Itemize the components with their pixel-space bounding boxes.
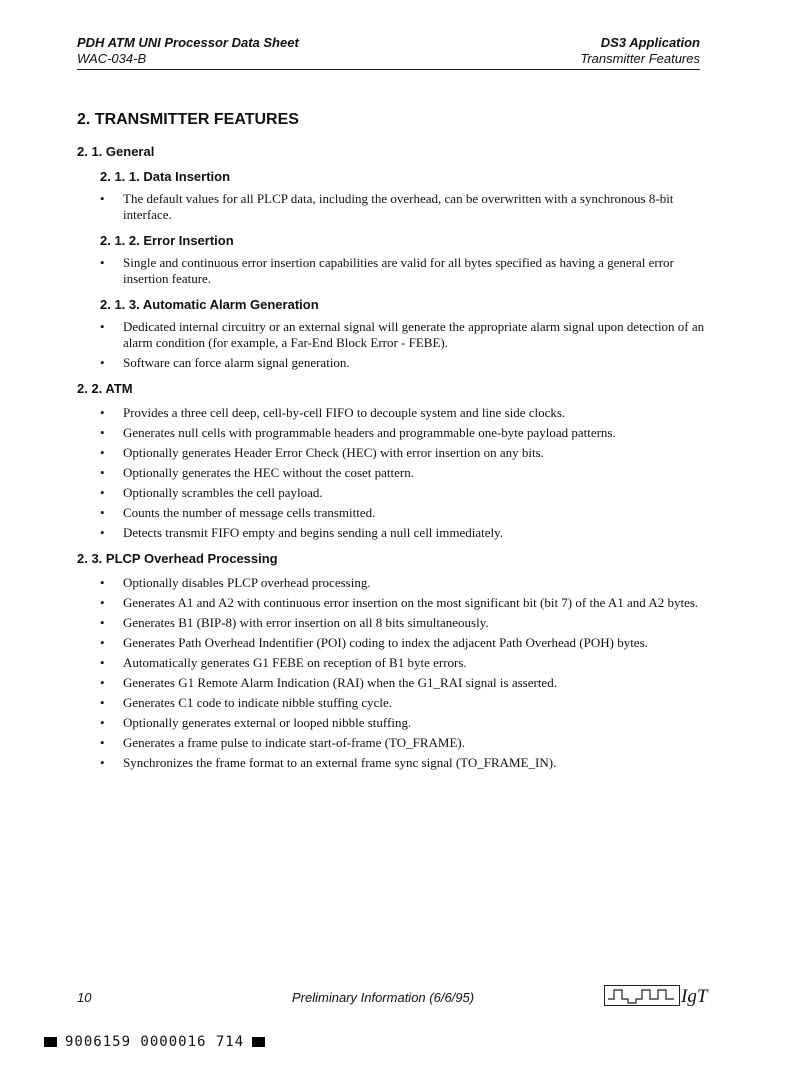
header-right bbox=[580, 35, 700, 67]
document-title: PDH ATM UNI Processor Data Sheet bbox=[77, 35, 299, 50]
bullet-icon: • bbox=[100, 255, 105, 270]
document-id: WAC-034-B bbox=[77, 51, 147, 66]
bullet-icon: • bbox=[100, 485, 105, 500]
error-insertion-list bbox=[100, 255, 707, 287]
bullet-icon: • bbox=[100, 445, 105, 460]
bullet-icon: • bbox=[100, 715, 105, 730]
barcode-block-left bbox=[44, 1037, 57, 1047]
list-item bbox=[100, 735, 707, 751]
list-item-text: Generates G1 Remote Alarm Indication (RAI) when the G1_RAI signal is asserted. bbox=[123, 675, 557, 690]
bullet-icon: • bbox=[100, 525, 105, 540]
list-item bbox=[100, 615, 707, 631]
bullet-icon: • bbox=[100, 575, 105, 590]
alarm-generation-list bbox=[100, 319, 707, 371]
header-divider bbox=[77, 69, 700, 70]
bullet-icon: • bbox=[100, 695, 105, 710]
list-item bbox=[100, 465, 707, 481]
header-left bbox=[77, 35, 299, 67]
data-insertion-title: 2. 1. 1. Data Insertion bbox=[100, 169, 231, 184]
list-item bbox=[100, 525, 707, 541]
list-item-text: Generates null cells with programmable headers and programmable one-byte payload patterns. bbox=[123, 425, 616, 440]
error-insertion-title: 2. 1. 2. Error Insertion bbox=[100, 233, 234, 248]
list-item bbox=[100, 595, 707, 611]
bullet-icon: • bbox=[100, 319, 105, 334]
list-item bbox=[100, 505, 707, 521]
plcp-list bbox=[100, 575, 707, 771]
subsection-general-title: 2. 1. General bbox=[77, 144, 155, 159]
alarm-generation-title: 2. 1. 3. Automatic Alarm Generation bbox=[100, 297, 319, 312]
bullet-icon: • bbox=[100, 505, 105, 520]
list-item-text: Optionally generates the HEC without the coset pattern. bbox=[123, 465, 414, 480]
bullet-icon: • bbox=[100, 465, 105, 480]
section-subtitle: Transmitter Features bbox=[580, 51, 700, 66]
barcode-block-right bbox=[252, 1037, 265, 1047]
list-item-text: Synchronizes the frame format to an external frame sync signal (TO_FRAME_IN). bbox=[123, 755, 557, 770]
list-item-text: Optionally scrambles the cell payload. bbox=[123, 485, 323, 500]
list-item-text: Single and continuous error insertion capabilities are valid for all bytes specified as having a general error insertion feature. bbox=[123, 255, 674, 286]
bullet-icon: • bbox=[100, 755, 105, 770]
list-item-text: Counts the number of message cells transmitted. bbox=[123, 505, 376, 520]
bullet-icon: • bbox=[100, 675, 105, 690]
list-item-text: Software can force alarm signal generation. bbox=[123, 355, 350, 370]
list-item bbox=[100, 255, 707, 287]
list-item bbox=[100, 191, 707, 223]
list-item-text: Optionally disables PLCP overhead processing. bbox=[123, 575, 371, 590]
list-item-text: Provides a three cell deep, cell-by-cell FIFO to decouple system and line side clocks. bbox=[123, 405, 566, 420]
list-item-text: Generates A1 and A2 with continuous error insertion on the most significant bit (bit 7) of the A1 and A2 bytes. bbox=[123, 595, 699, 610]
list-item bbox=[100, 575, 707, 591]
footer-status: Preliminary Information (6/6/95) bbox=[292, 990, 475, 1005]
subsection-atm-title: 2. 2. ATM bbox=[77, 381, 133, 396]
barcode-text: 9006159 0000016 714 bbox=[65, 1034, 245, 1050]
list-item bbox=[100, 319, 707, 351]
list-item-text: Optionally generates external or looped nibble stuffing. bbox=[123, 715, 412, 730]
list-item-text: Generates B1 (BIP-8) with error insertion on all 8 bits simultaneously. bbox=[123, 615, 489, 630]
bullet-icon: • bbox=[100, 405, 105, 420]
bullet-icon: • bbox=[100, 615, 105, 630]
document-barcode bbox=[36, 1034, 273, 1050]
list-item bbox=[100, 635, 707, 651]
bullet-icon: • bbox=[100, 425, 105, 440]
list-item-text: Generates C1 code to indicate nibble stuffing cycle. bbox=[123, 695, 393, 710]
bullet-icon: • bbox=[100, 355, 105, 370]
list-item-text: The default values for all PLCP data, including the overhead, can be overwritten with a synchronous 8-bit interface. bbox=[123, 191, 674, 222]
page-number: 10 bbox=[77, 990, 92, 1005]
igt-logo-icon bbox=[604, 982, 714, 1008]
logo-text: IgT bbox=[681, 986, 708, 1007]
bullet-icon: • bbox=[100, 191, 105, 206]
main-content bbox=[77, 111, 707, 775]
subsection-plcp-title: 2. 3. PLCP Overhead Processing bbox=[77, 551, 278, 566]
list-item-text: Generates Path Overhead Indentifier (POI) coding to index the adjacent Path Overhead (POH) bytes. bbox=[123, 635, 648, 650]
list-item-text: Automatically generates G1 FEBE on reception of B1 byte errors. bbox=[123, 655, 467, 670]
list-item-text: Dedicated internal circuitry or an external signal will generate the appropriate alarm signal upon detection of an alarm condition (for example, a Far-End Block Error - FEBE). bbox=[123, 319, 705, 350]
list-item-text: Detects transmit FIFO empty and begins sending a null cell immediately. bbox=[123, 525, 504, 540]
list-item bbox=[100, 655, 707, 671]
list-item bbox=[100, 405, 707, 421]
section-title: 2. TRANSMITTER FEATURES bbox=[77, 111, 299, 128]
list-item bbox=[100, 355, 707, 371]
bullet-icon: • bbox=[100, 735, 105, 750]
list-item bbox=[100, 445, 707, 461]
list-item-text: Optionally generates Header Error Check (HEC) with error insertion on any bits. bbox=[123, 445, 544, 460]
list-item bbox=[100, 715, 707, 731]
list-item bbox=[100, 675, 707, 691]
list-item bbox=[100, 755, 707, 771]
chapter-title: DS3 Application bbox=[600, 35, 700, 50]
list-item bbox=[100, 695, 707, 711]
atm-list bbox=[100, 405, 707, 541]
bullet-icon: • bbox=[100, 655, 105, 670]
data-insertion-list bbox=[100, 191, 707, 223]
list-item-text: Generates a frame pulse to indicate start-of-frame (TO_FRAME). bbox=[123, 735, 465, 750]
list-item bbox=[100, 425, 707, 441]
list-item bbox=[100, 485, 707, 501]
bullet-icon: • bbox=[100, 635, 105, 650]
bullet-icon: • bbox=[100, 595, 105, 610]
